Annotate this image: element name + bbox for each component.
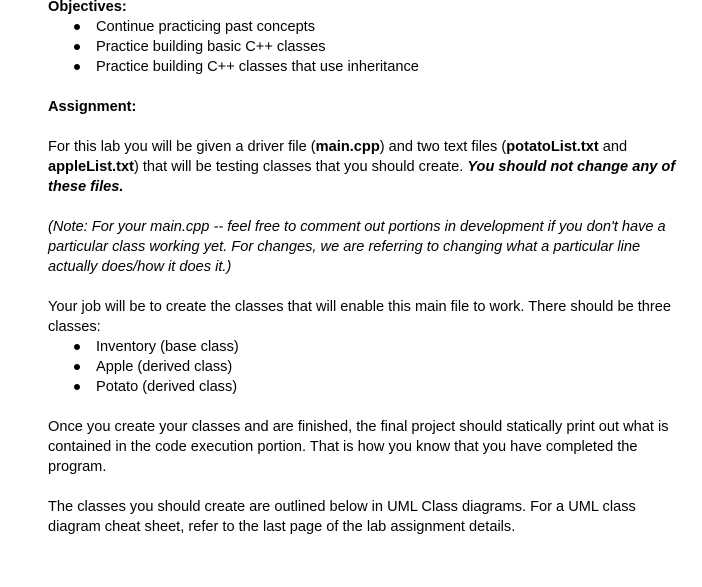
list-item xyxy=(48,57,688,77)
spacer xyxy=(48,77,688,97)
intro-text-1: For this lab you will be given a driver file ( xyxy=(48,139,316,155)
bullet-icon xyxy=(74,344,80,350)
driver-filename: main.cpp xyxy=(315,139,380,155)
uml-paragraph: The classes you should create are outlined below in UML Class diagrams. For a UML class diagram cheat sheet, refer to the last page of the lab assignment details. xyxy=(48,499,636,535)
bullet-icon xyxy=(74,64,80,70)
note-paragraph: (Note: For your main.cpp -- feel free to comment out portions in development if you don't have a particular class working yet. For changes, we are referring to changing what a particular line actually does/how it does it.) xyxy=(48,219,666,275)
apple-filename: appleList.txt xyxy=(48,159,134,175)
list-item-text: Inventory (base class) xyxy=(96,339,239,355)
objectives-heading: Objectives: xyxy=(48,0,127,15)
job-paragraph: Your job will be to create the classes that will enable this main file to work. There should be three classes: xyxy=(48,299,672,335)
bullet-icon xyxy=(74,44,80,50)
list-item-text: Apple (derived class) xyxy=(96,359,233,375)
list-item xyxy=(48,37,688,57)
objectives-list xyxy=(48,17,688,77)
list-item-text: Potato (derived class) xyxy=(96,379,238,395)
intro-text-4: ) that will be testing classes that you should create. xyxy=(133,159,468,175)
list-item-text: Practice building basic C++ classes xyxy=(96,39,326,55)
spacer xyxy=(48,197,688,217)
spacer xyxy=(48,117,688,137)
spacer xyxy=(48,397,688,417)
spacer xyxy=(48,277,688,297)
list-item xyxy=(48,357,688,377)
bullet-icon xyxy=(74,24,80,30)
intro-text-2: ) and two text files ( xyxy=(379,139,507,155)
potato-filename: potatoList.txt xyxy=(506,139,599,155)
document-body xyxy=(48,0,688,537)
bullet-icon xyxy=(74,364,80,370)
intro-text-3: and xyxy=(598,139,628,155)
classes-list xyxy=(48,337,688,397)
assignment-heading: Assignment: xyxy=(48,99,137,115)
list-item xyxy=(48,337,688,357)
completion-paragraph: Once you create your classes and are finished, the final project should statically print out what is contained in the code execution portion. That is how you know that you have completed the program. xyxy=(48,419,669,475)
list-item-text: Continue practicing past concepts xyxy=(96,19,316,35)
list-item-text: Practice building C++ classes that use inheritance xyxy=(96,59,419,75)
list-item xyxy=(48,17,688,37)
intro-paragraph xyxy=(48,137,688,197)
no-change-warning: You should not change any of these files. xyxy=(48,159,676,195)
bullet-icon xyxy=(74,384,80,390)
list-item xyxy=(48,377,688,397)
spacer xyxy=(48,477,688,497)
